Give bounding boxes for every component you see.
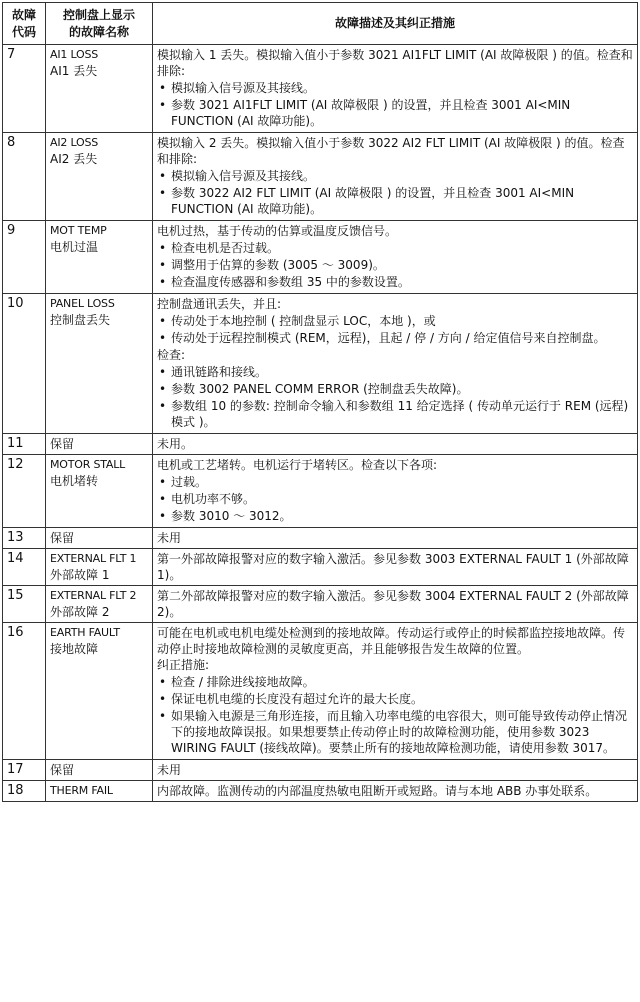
fault-name-cn: 控制盘丢失	[50, 313, 111, 327]
table-row	[3, 434, 638, 455]
bullet-list	[157, 364, 633, 430]
fault-name-en: EARTH FAULT	[50, 626, 120, 639]
fault-code: 8	[3, 133, 46, 221]
description-text: 未用	[157, 531, 182, 545]
fault-name-cn: AI2 丢失	[50, 152, 98, 166]
fault-code: 15	[3, 586, 46, 623]
table-body	[3, 45, 638, 802]
fault-name-en: EXTERNAL FLT 2	[50, 589, 137, 602]
fault-name-cn: 外部故障 1	[50, 568, 110, 582]
table-row	[3, 221, 638, 294]
description-text: 第二外部故障报警对应的数字输入激活。参见参数 3004 EXTERNAL FAULT 2 (外部故障 2)。	[157, 589, 629, 619]
bullet-item: • 传动处于本地控制 ( 控制盘显示 LOC，本地 )，或	[157, 313, 633, 329]
bullet-item: • 模拟输入信号源及其接线。	[157, 168, 633, 184]
bullet-item: • 调整用于估算的参数 (3005 ～ 3009)。	[157, 257, 633, 273]
bullet-item: • 参数 3021 AI1FLT LIMIT (AI 故障极限 ) 的设置，并且检查 3001 AI<MIN FUNCTION (AI 故障功能)。	[157, 97, 633, 129]
fault-code: 9	[3, 221, 46, 294]
bullet-item: • 传动处于远程控制模式 (REM，远程)，且起 / 停 / 方向 / 给定值信号来自控制盘。	[157, 330, 633, 346]
fault-code: 16	[3, 623, 46, 760]
bullet-item: • 参数 3010 ～ 3012。	[157, 508, 633, 524]
fault-description	[153, 586, 638, 623]
fault-name	[46, 528, 153, 549]
fault-description	[153, 434, 638, 455]
fault-name-en: THERM FAIL	[50, 784, 113, 797]
description-text: 检查:	[157, 348, 186, 362]
fault-name-cn: 保留	[50, 531, 75, 545]
fault-name	[46, 133, 153, 221]
bullet-item: • 如果输入电源是三角形连接，而且输入功率电缆的电容很大，则可能导致传动停止情况下的接地故障误报。如果想要禁止传动停止时的故障检测功能，使用参数 3023 WIRING FAULT (接线故障)。要禁止所有的接地故障检测功能，请使用参数 3017。	[157, 708, 633, 756]
fault-code: 14	[3, 549, 46, 586]
table-header-row	[3, 3, 638, 45]
description-text: 模拟输入 1 丢失。模拟输入值小于参数 3021 AI1FLT LIMIT (AI 故障极限 ) 的值。检查和排除:	[157, 48, 633, 78]
table-row	[3, 133, 638, 221]
fault-name	[46, 294, 153, 434]
fault-code: 11	[3, 434, 46, 455]
fault-name	[46, 455, 153, 528]
fault-code: 10	[3, 294, 46, 434]
table-row	[3, 760, 638, 781]
bullet-list	[157, 474, 633, 524]
bullet-item: • 检查电机是否过载。	[157, 240, 633, 256]
description-text: 未用。	[157, 437, 194, 451]
header-fault-code: 故障 代码	[3, 3, 46, 45]
fault-description	[153, 549, 638, 586]
fault-name-cn: 外部故障 2	[50, 605, 110, 619]
bullet-item: • 检查 / 排除进线接地故障。	[157, 674, 633, 690]
fault-name-en: MOTOR STALL	[50, 458, 126, 471]
fault-name-cn: 接地故障	[50, 642, 99, 656]
fault-name-en: PANEL LOSS	[50, 297, 115, 310]
fault-name-cn: 电机过温	[50, 240, 99, 254]
fault-table	[2, 2, 638, 802]
table-row	[3, 455, 638, 528]
fault-name	[46, 586, 153, 623]
fault-description	[153, 528, 638, 549]
fault-name	[46, 760, 153, 781]
fault-description	[153, 133, 638, 221]
fault-code: 12	[3, 455, 46, 528]
description-text: 控制盘通讯丢失，并且:	[157, 297, 282, 311]
description-text: 电机或工艺堵转。电机运行于堵转区。检查以下各项:	[157, 458, 438, 472]
fault-code: 13	[3, 528, 46, 549]
fault-description	[153, 455, 638, 528]
fault-description	[153, 760, 638, 781]
description-text: 电机过热，基于传动的估算或温度反馈信号。	[157, 224, 398, 238]
table-row	[3, 586, 638, 623]
description-text: 未用	[157, 763, 182, 777]
fault-name	[46, 623, 153, 760]
fault-name-cn: 电机堵转	[50, 474, 99, 488]
bullet-item: • 保证电机电缆的长度没有超过允许的最大长度。	[157, 691, 633, 707]
fault-name	[46, 221, 153, 294]
fault-name	[46, 434, 153, 455]
description-text: 纠正措施:	[157, 658, 210, 672]
description-text: 可能在电机或电机电缆处检测到的接地故障。传动运行或停止的时候都监控接地故障。传动停止时接地故障检测的灵敏度更高，并且能够报告发生故障的位置。	[157, 626, 626, 656]
bullet-list	[157, 240, 633, 290]
header-fault-description: 故障描述及其纠正措施	[153, 3, 638, 45]
bullet-item: • 通讯链路和接线。	[157, 364, 633, 380]
bullet-list	[157, 674, 633, 756]
fault-description	[153, 221, 638, 294]
bullet-list	[157, 168, 633, 217]
fault-description	[153, 45, 638, 133]
fault-code: 7	[3, 45, 46, 133]
fault-name-en: AI2 LOSS	[50, 136, 99, 149]
fault-name	[46, 45, 153, 133]
bullet-item: • 检查温度传感器和参数组 35 中的参数设置。	[157, 274, 633, 290]
bullet-list	[157, 313, 633, 346]
table-row	[3, 549, 638, 586]
table-row	[3, 45, 638, 133]
header-fault-name: 控制盘上显示 的故障名称	[46, 3, 153, 45]
table-row	[3, 528, 638, 549]
bullet-item: • 参数 3002 PANEL COMM ERROR (控制盘丢失故障)。	[157, 381, 633, 397]
fault-description	[153, 623, 638, 760]
bullet-item: • 参数 3022 AI2 FLT LIMIT (AI 故障极限 ) 的设置，并且检查 3001 AI<MIN FUNCTION (AI 故障功能)。	[157, 185, 633, 217]
fault-name-en: EXTERNAL FLT 1	[50, 552, 137, 565]
fault-name-en: AI1 LOSS	[50, 48, 99, 61]
table-row	[3, 623, 638, 760]
bullet-item: • 模拟输入信号源及其接线。	[157, 80, 633, 96]
bullet-item: • 过载。	[157, 474, 633, 490]
fault-code: 17	[3, 760, 46, 781]
table-row	[3, 781, 638, 802]
fault-code: 18	[3, 781, 46, 802]
fault-name-en: MOT TEMP	[50, 224, 107, 237]
description-text: 第一外部故障报警对应的数字输入激活。参见参数 3003 EXTERNAL FAULT 1 (外部故障 1)。	[157, 552, 629, 582]
table-row	[3, 294, 638, 434]
bullet-item: • 电机功率不够。	[157, 491, 633, 507]
bullet-list	[157, 80, 633, 129]
fault-description	[153, 781, 638, 802]
fault-description	[153, 294, 638, 434]
description-text: 内部故障。监测传动的内部温度热敏电阻断开或短路。请与本地 ABB 办事处联系。	[157, 784, 598, 798]
fault-name-cn: 保留	[50, 763, 75, 777]
fault-name-cn: AI1 丢失	[50, 64, 98, 78]
fault-name	[46, 781, 153, 802]
bullet-item: • 参数组 10 的参数: 控制命令输入和参数组 11 给定选择 ( 传动单元运行于 REM (远程) 模式 )。	[157, 398, 633, 430]
fault-name-cn: 保留	[50, 437, 75, 451]
description-text: 模拟输入 2 丢失。模拟输入值小于参数 3022 AI2 FLT LIMIT (AI 故障极限 ) 的值。检查和排除:	[157, 136, 625, 166]
fault-name	[46, 549, 153, 586]
